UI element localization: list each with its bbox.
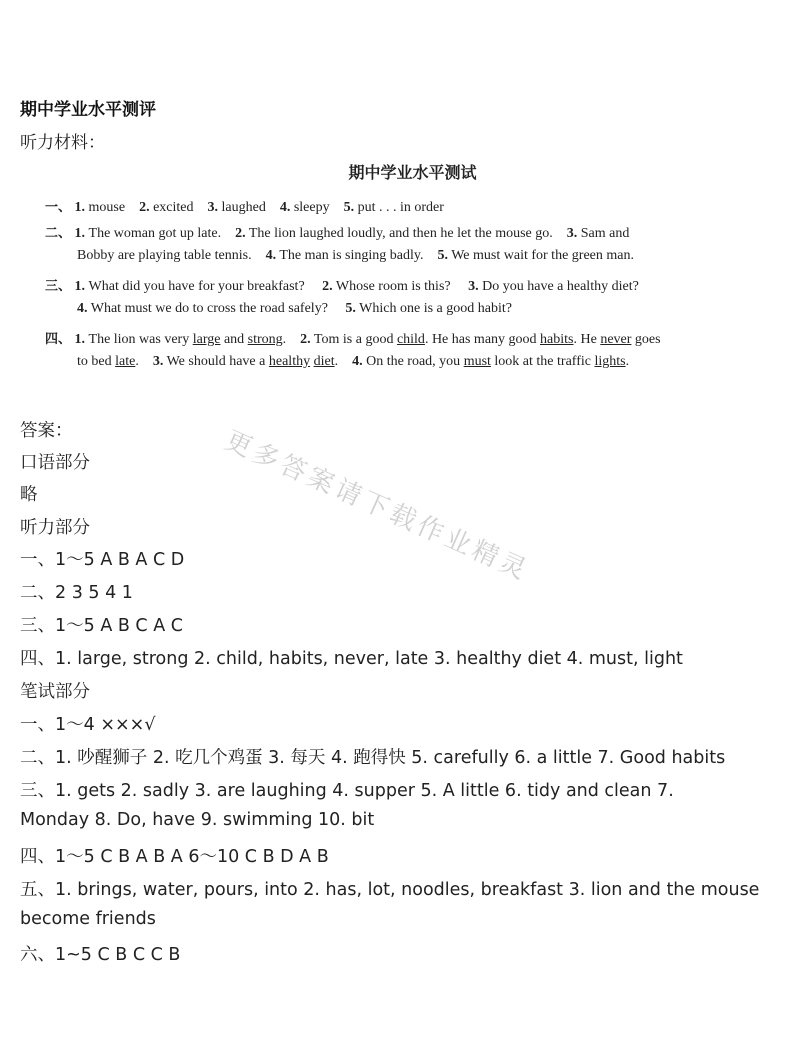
punctuation: . bbox=[135, 354, 139, 369]
section-3-line-1 bbox=[45, 275, 639, 295]
underlined-word: child bbox=[396, 332, 425, 347]
item-number: 2. bbox=[235, 226, 246, 241]
answer-line: 一、1～5 A B A C D bbox=[20, 550, 185, 570]
listening-heading: 听力部分 bbox=[20, 518, 90, 538]
answer-line: Monday 8. Do, have 9. swimming 10. bit bbox=[20, 810, 375, 830]
section-label: 三、 bbox=[45, 279, 72, 294]
item-text: The woman got up late. bbox=[88, 226, 222, 241]
item-number: 3. bbox=[566, 226, 578, 241]
item-text: Do you have a healthy diet? bbox=[482, 279, 639, 294]
section-4-line-2 bbox=[77, 354, 629, 370]
underlined-word: habits bbox=[540, 332, 574, 347]
section-1-line bbox=[45, 196, 444, 216]
item-text: . He has many good bbox=[424, 332, 537, 347]
item-number: 1. bbox=[74, 279, 86, 294]
item-number: 5. bbox=[343, 200, 355, 215]
item-number: 3. bbox=[152, 354, 164, 369]
answer-line: become friends bbox=[20, 909, 156, 929]
item-text: The lion was very bbox=[88, 332, 190, 347]
answer-line: 四、1～5 C B A B A 6～10 C B D A B bbox=[20, 847, 329, 867]
item-text: laughed bbox=[221, 200, 266, 215]
answer-line: 四、1. large, strong 2. child, habits, never, late 3. healthy diet 4. must, light bbox=[20, 649, 683, 669]
oral-content: 略 bbox=[20, 485, 38, 505]
underlined-word: diet bbox=[313, 354, 335, 369]
section-2-line-2 bbox=[77, 248, 634, 264]
item-text: sleepy bbox=[293, 200, 330, 215]
item-text: Tom is a good bbox=[313, 332, 394, 347]
item-text: Bobby are playing table tennis. bbox=[77, 248, 252, 263]
answer-line: 三、1. gets 2. sadly 3. are laughing 4. supper 5. A little 6. tidy and clean 7. bbox=[20, 781, 674, 801]
item-number: 5. bbox=[437, 248, 448, 263]
item-text: On the road, you bbox=[366, 354, 461, 369]
scan-title: 期中学业水平测试 bbox=[348, 163, 477, 182]
punctuation: . bbox=[282, 332, 287, 347]
underlined-word: lights bbox=[594, 354, 626, 369]
listening-material-scan bbox=[45, 160, 780, 380]
answer-line: 五、1. brings, water, pours, into 2. has, lot, noodles, breakfast 3. lion and the mouse bbox=[20, 880, 760, 900]
answers-heading: 答案： bbox=[20, 421, 73, 441]
item-number: 1. bbox=[74, 200, 86, 215]
item-text: What must we do to cross the road safely? bbox=[90, 301, 328, 316]
item-text: Which one is a good habit? bbox=[359, 301, 512, 316]
item-number: 4. bbox=[265, 248, 277, 263]
underlined-word: strong bbox=[247, 332, 283, 347]
punctuation: . bbox=[625, 354, 630, 369]
underlined-word: large bbox=[192, 332, 221, 347]
written-heading: 笔试部分 bbox=[20, 682, 90, 702]
page-title: 期中学业水平测评 bbox=[20, 100, 156, 120]
item-number: 2. bbox=[300, 332, 311, 347]
punctuation: . bbox=[334, 354, 339, 369]
item-text: The man is singing badly. bbox=[279, 248, 424, 263]
section-label: 四、 bbox=[45, 332, 72, 347]
item-text: Sam and bbox=[580, 226, 630, 241]
item-text: look at the traffic bbox=[494, 354, 591, 369]
item-text: We should have a bbox=[166, 354, 266, 369]
item-number: 5. bbox=[345, 301, 356, 316]
answer-line: 三、1～5 A B C A C bbox=[20, 616, 183, 636]
section-3-line-2 bbox=[77, 301, 512, 317]
underlined-word: late bbox=[115, 354, 136, 369]
answer-line: 二、1. 吵醒狮子 2. 吃几个鸡蛋 3. 每天 4. 跑得快 5. carefully 6. a little 7. Good habits bbox=[20, 748, 726, 768]
item-text: The lion laughed loudly, and then he let the mouse go. bbox=[248, 226, 553, 241]
item-text: excited bbox=[153, 200, 194, 215]
item-text: goes bbox=[634, 332, 661, 347]
item-number: 3. bbox=[207, 200, 218, 215]
oral-heading: 口语部分 bbox=[20, 453, 90, 473]
item-number: 4. bbox=[279, 200, 291, 215]
item-text: to bed bbox=[77, 354, 112, 369]
item-number: 4. bbox=[77, 301, 88, 316]
item-number: 2. bbox=[139, 200, 150, 215]
item-text: Whose room is this? bbox=[335, 279, 451, 294]
item-text: We must wait for the green man. bbox=[451, 248, 634, 263]
item-number: 2. bbox=[322, 279, 333, 294]
item-text: What did you have for your breakfast? bbox=[88, 279, 305, 294]
section-4-line-1 bbox=[45, 328, 661, 348]
item-text: and bbox=[223, 332, 245, 347]
item-number: 4. bbox=[352, 354, 363, 369]
answer-line: 一、1～4 ×××√ bbox=[20, 715, 156, 735]
answer-line: 六、1~5 C B C C B bbox=[20, 945, 181, 965]
item-text: . He bbox=[573, 332, 597, 347]
item-number: 1. bbox=[74, 226, 86, 241]
underlined-word: must bbox=[463, 354, 491, 369]
section-label: 二、 bbox=[45, 226, 72, 241]
section-2-line-1 bbox=[45, 222, 629, 242]
underlined-word: healthy bbox=[268, 354, 311, 369]
item-text: put . . . in order bbox=[357, 200, 444, 215]
item-number: 3. bbox=[468, 279, 479, 294]
watermark: 更多答案请下载作业精灵 bbox=[220, 425, 535, 588]
underlined-word: never bbox=[600, 332, 632, 347]
listening-material-label: 听力材料： bbox=[20, 133, 105, 153]
item-number: 1. bbox=[74, 332, 86, 347]
answer-line: 二、2 3 5 4 1 bbox=[20, 583, 133, 603]
item-text: mouse bbox=[88, 200, 126, 215]
section-label: 一、 bbox=[45, 200, 72, 215]
